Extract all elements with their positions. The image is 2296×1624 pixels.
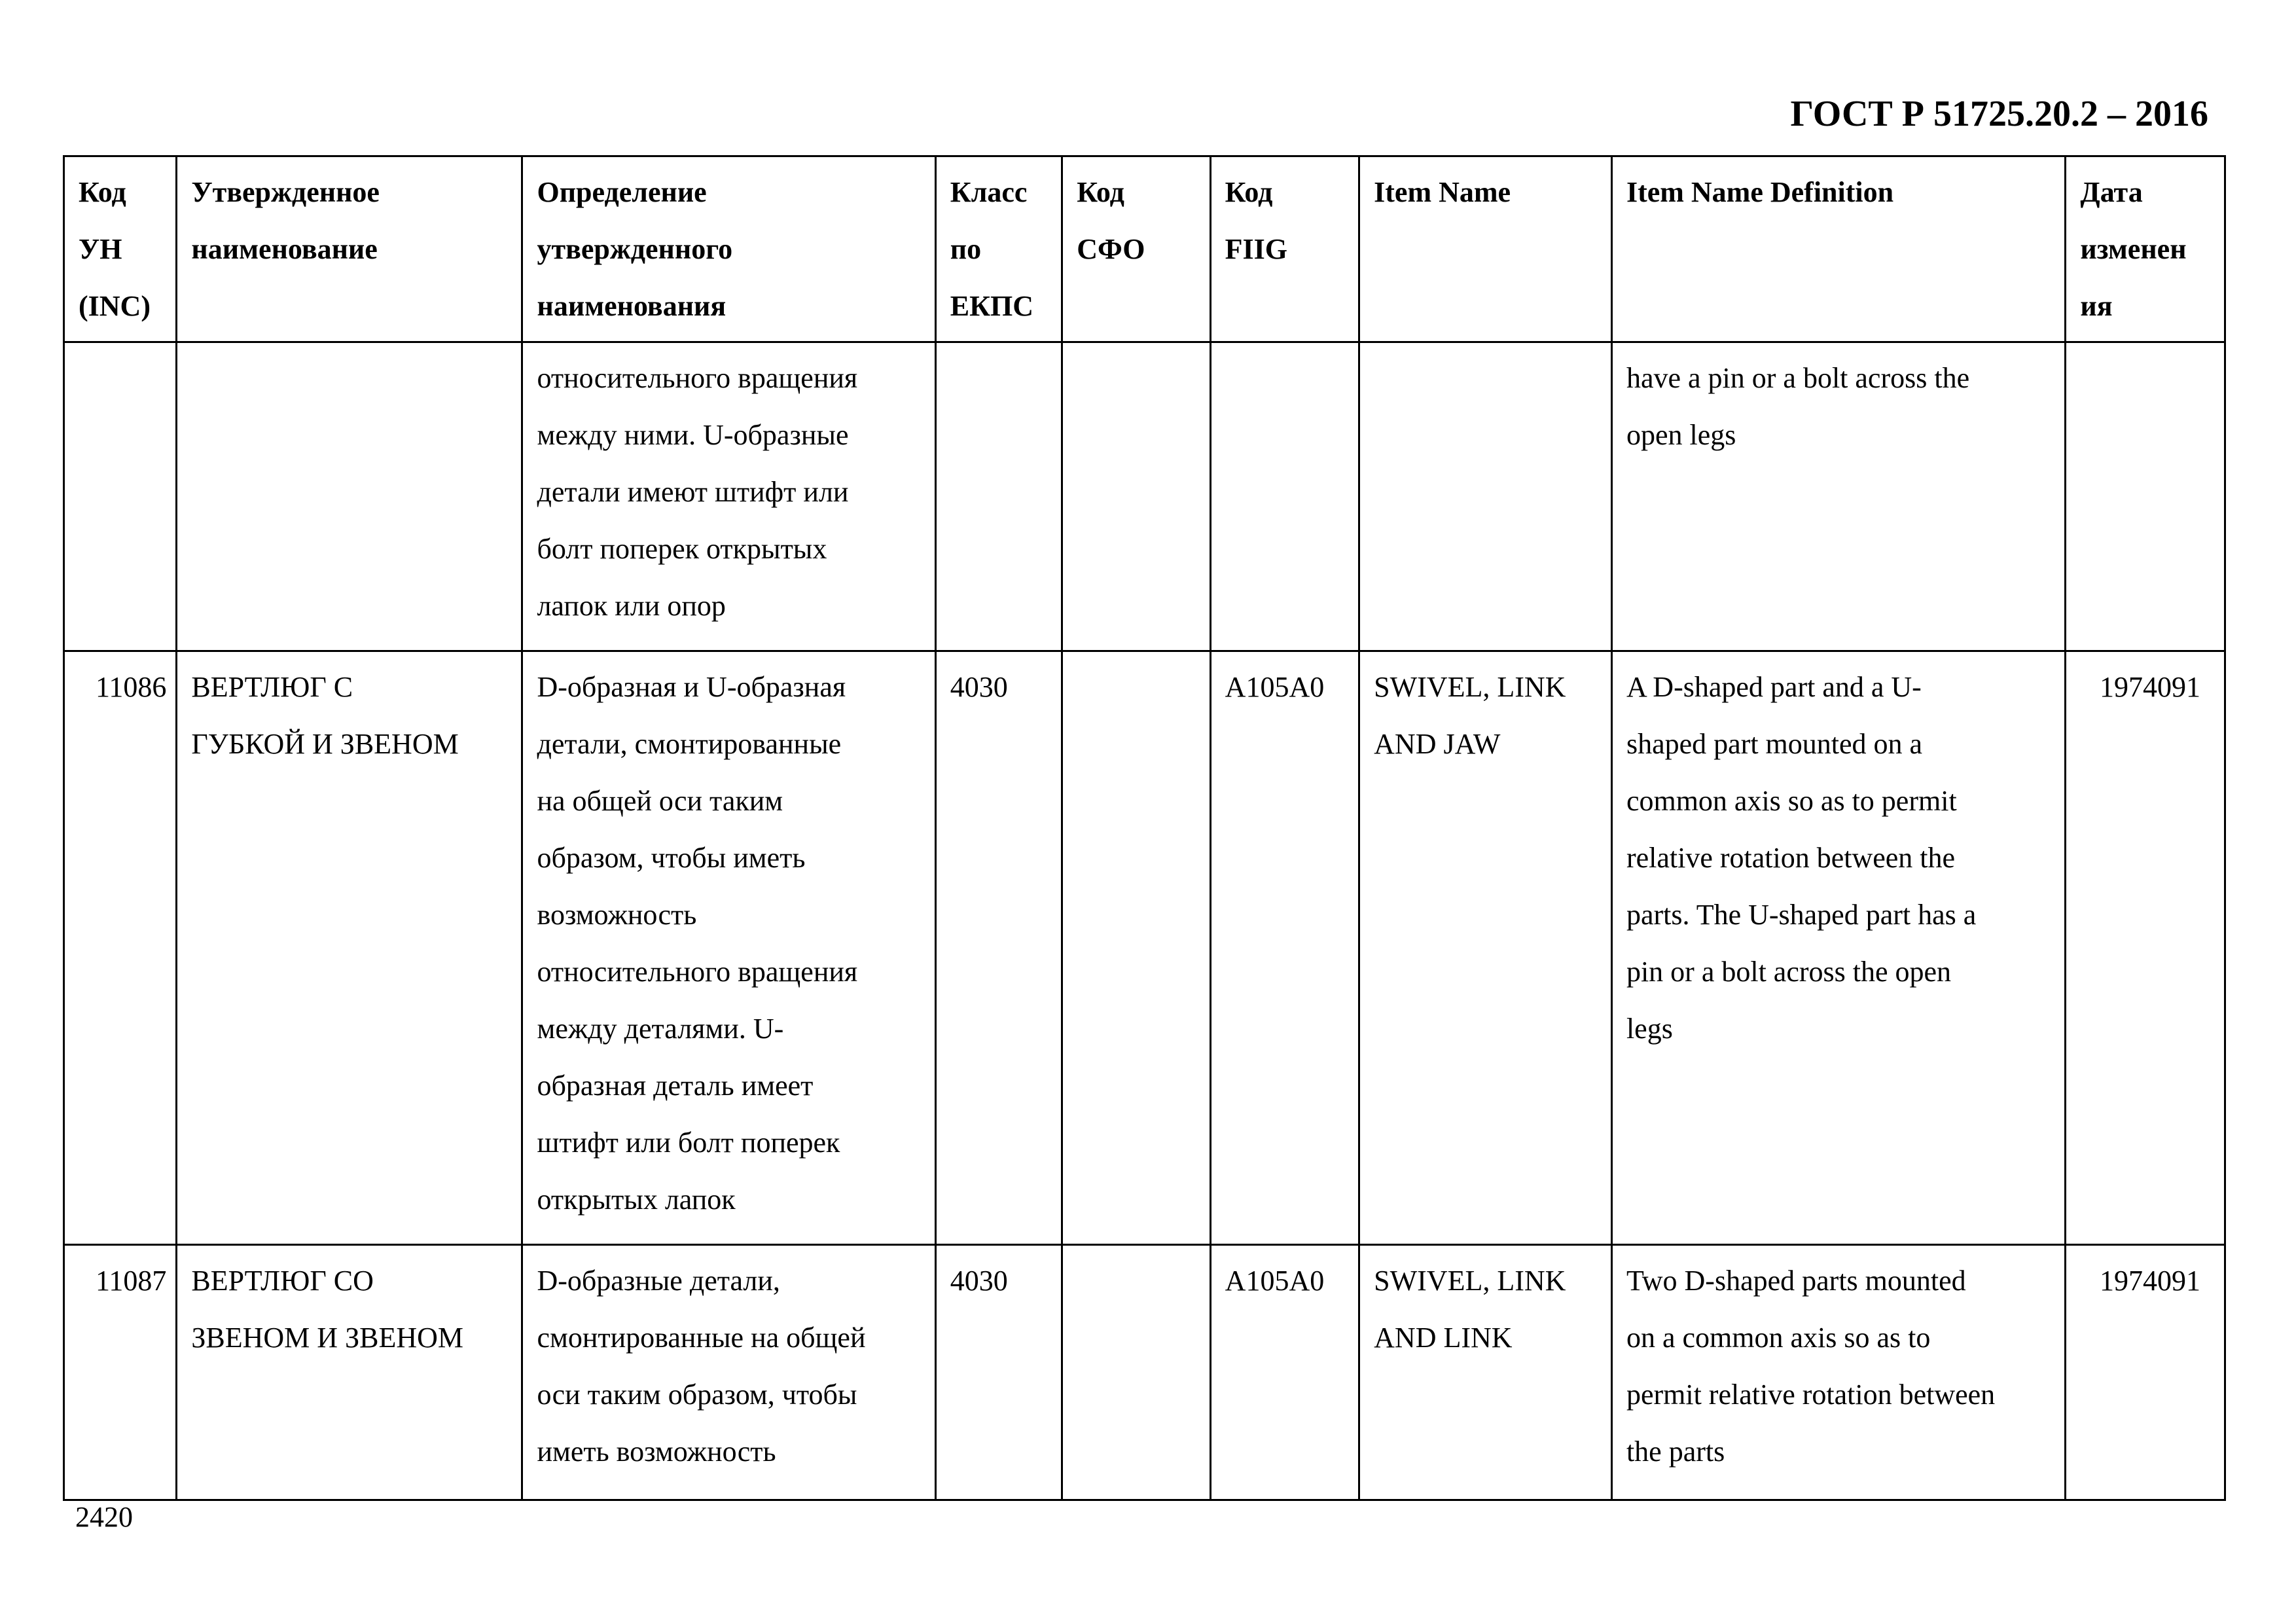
header-sfo-code: Код СФО xyxy=(1062,156,1210,342)
cell-change-date: 1974091 xyxy=(2066,651,2225,1245)
cell-change-date: 1974091 xyxy=(2066,1245,2225,1500)
header-fiig-code: Код FIIG xyxy=(1210,156,1359,342)
cell-change-date xyxy=(2066,342,2225,651)
cell-item-name-definition: A D-shaped part and a U- shaped part mounted on a common axis so as to permit relative rotation between the parts. The U-shaped part has a pin or a bolt across the open legs xyxy=(1611,651,2065,1245)
cell-ekps-class: 4030 xyxy=(935,651,1062,1245)
table-row xyxy=(64,651,2225,1245)
cell-definition: D-образные детали, смонтированные на общей оси таким образом, чтобы иметь возможность xyxy=(522,1245,935,1500)
page-number: 2420 xyxy=(75,1501,133,1533)
header-inc: Код УН (INC) xyxy=(64,156,177,342)
standard-title: ГОСТ Р 51725.20.2 – 2016 xyxy=(1790,94,2208,134)
header-approved-name: Утвержденное наименование xyxy=(177,156,522,342)
cell-item-name: SWIVEL, LINK AND LINK xyxy=(1359,1245,1612,1500)
table-header-row xyxy=(64,156,2225,342)
cell-approved-name: ВЕРТЛЮГ С ГУБКОЙ И ЗВЕНОМ xyxy=(177,651,522,1245)
table-row xyxy=(64,342,2225,651)
cell-definition: D-образная и U-образная детали, смонтированные на общей оси таким образом, чтобы иметь возможность относительного вращения между деталями. U- образная деталь имеет штифт или болт поперек открытых лапок xyxy=(522,651,935,1245)
header-definition: Определение утвержденного наименования xyxy=(522,156,935,342)
table-row xyxy=(64,1245,2225,1500)
header-item-name: Item Name xyxy=(1359,156,1612,342)
cell-sfo-code xyxy=(1062,651,1210,1245)
cell-approved-name: ВЕРТЛЮГ СО ЗВЕНОМ И ЗВЕНОМ xyxy=(177,1245,522,1500)
header-item-name-definition: Item Name Definition xyxy=(1611,156,2065,342)
cell-item-name-definition: have a pin or a bolt across the open legs xyxy=(1611,342,2065,651)
cell-ekps-class xyxy=(935,342,1062,651)
cell-item-name: SWIVEL, LINK AND JAW xyxy=(1359,651,1612,1245)
cell-fiig-code: A105A0 xyxy=(1210,1245,1359,1500)
cell-sfo-code xyxy=(1062,1245,1210,1500)
header-ekps-class: Класс по ЕКПС xyxy=(935,156,1062,342)
cell-item-name-definition: Two D-shaped parts mounted on a common axis so as to permit relative rotation between the parts xyxy=(1611,1245,2065,1500)
cell-approved-name xyxy=(177,342,522,651)
cell-definition: относительного вращения между ними. U-образные детали имеют штифт или болт поперек открытых лапок или опор xyxy=(522,342,935,651)
cell-inc: 11086 xyxy=(64,651,177,1245)
cell-ekps-class: 4030 xyxy=(935,1245,1062,1500)
cell-fiig-code xyxy=(1210,342,1359,651)
cell-inc: 11087 xyxy=(64,1245,177,1500)
cell-inc xyxy=(64,342,177,651)
cell-fiig-code: A105A0 xyxy=(1210,651,1359,1245)
nomenclature-table xyxy=(63,155,2226,1501)
cell-sfo-code xyxy=(1062,342,1210,651)
header-change-date: Дата изменен ия xyxy=(2066,156,2225,342)
cell-item-name xyxy=(1359,342,1612,651)
